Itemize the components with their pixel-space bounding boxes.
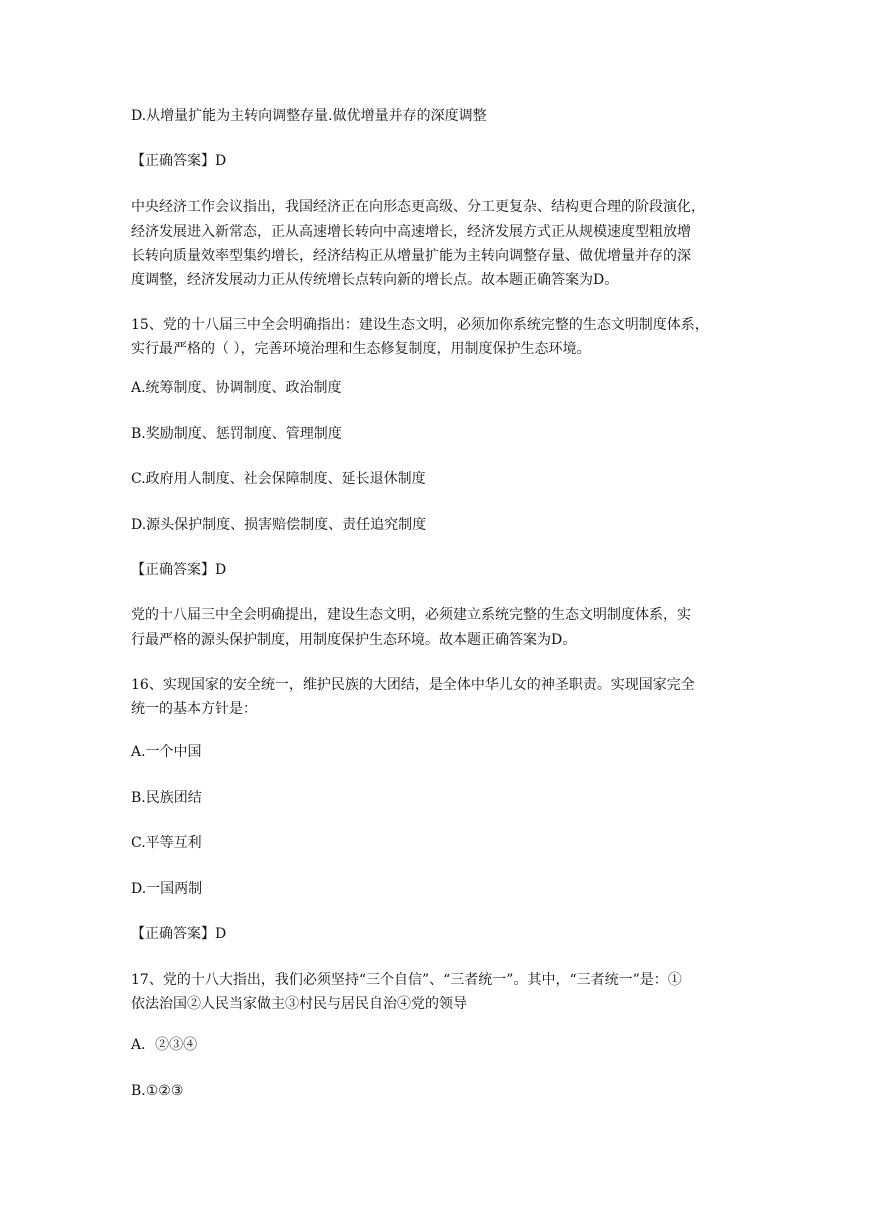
q15-option-d: D.源头保护制度、损害赔偿制度、责任追究制度 (131, 517, 427, 533)
q14-explanation-line-3: 长转向质量效率型集约增长，经济结构正从增量扩能为主转向调整存量、做优增量并存的深 (131, 248, 691, 264)
q15-explanation-line-2: 行最严格的源头保护制度，用制度保护生态环境。故本题正确答案为D。 (131, 632, 577, 648)
q15-question-line-2: 实行最严格的（ ），完善环境治理和生态修复制度，用制度保护生态环境。 (131, 341, 591, 357)
q16-option-a: A.一个中国 (131, 744, 202, 760)
q14-explanation-line-1: 中央经济工作会议指出，我国经济正在向形态更高级、分工更复杂、结构更合理的阶段演化， (131, 199, 705, 215)
q16-question-line-2: 统一的基本方针是： (131, 701, 257, 717)
q16-answer: 【正确答案】D (131, 926, 227, 942)
q15-answer: 【正确答案】D (131, 562, 227, 578)
q15-explanation-line-1: 党的十八届三中全会明确提出，建设生态文明，必须建立系统完整的生态文明制度体系，实 (131, 607, 691, 623)
q17-option-a: A．②③④ (131, 1037, 198, 1053)
q17-option-b: B.①②③ (131, 1083, 184, 1099)
q16-option-b: B.民族团结 (131, 790, 202, 806)
q14-answer: 【正确答案】D (131, 153, 227, 169)
q16-question-line-1: 16、实现国家的安全统一，维护民族的大团结，是全体中华儿女的神圣职责。实现国家完全 (131, 677, 695, 693)
q15-option-c: C.政府用人制度、社会保障制度、延长退休制度 (131, 471, 426, 487)
q17-question-line-2: 依法治国②人民当家做主③村民与居民自治④党的领导 (131, 996, 467, 1012)
q14-explanation-line-2: 经济发展进入新常态，正从高速增长转向中高速增长，经济发展方式正从规模速度型粗放增 (131, 224, 691, 240)
q15-option-b: B.奖励制度、惩罚制度、管理制度 (131, 426, 342, 442)
q15-option-a: A.统筹制度、协调制度、政治制度 (131, 380, 342, 396)
q15-question-line-1: 15、党的十八届三中全会明确指出：建设生态文明，必须加你系统完整的生态文明制度体系， (131, 317, 709, 333)
q16-option-d: D.一国两制 (131, 881, 203, 897)
q14-option-d: D.从增量扩能为主转向调整存量.做优增量并存的深度调整 (131, 108, 487, 124)
q16-option-c: C.平等互利 (131, 835, 202, 851)
q14-explanation-line-4: 度调整，经济发展动力正从传统增长点转向新的增长点。故本题正确答案为D。 (131, 272, 619, 288)
q17-question-line-1: 17、党的十八大指出，我们必须坚持“三个自信”、“三者统一”。其中，“三者统一”是：① (131, 972, 682, 988)
